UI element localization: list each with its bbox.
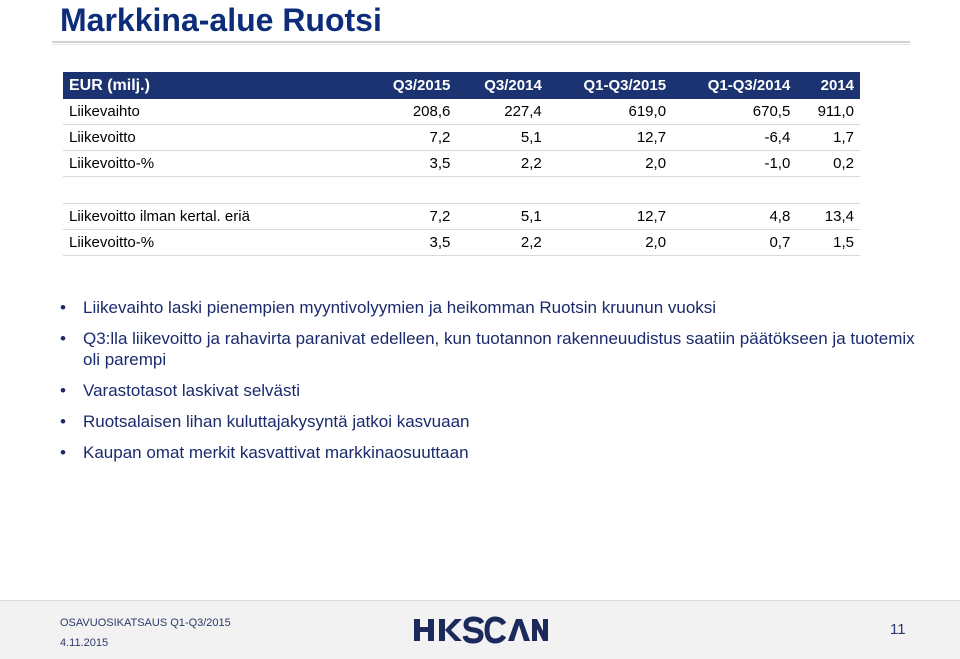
- cell: 619,0: [548, 99, 672, 125]
- bullet-item: [60, 297, 920, 318]
- cell: 12,7: [548, 204, 672, 230]
- header-cell: Q1-Q3/2015: [548, 72, 672, 99]
- hkscan-logo: [414, 616, 548, 649]
- bullet-text: Q3:lla liikevoitto ja rahavirta paranivat edelleen, kun tuotannon rakenneuudistus saatiin päätökseen ja tuotemix oli parempi: [83, 329, 915, 369]
- header-cell: EUR (milj.): [63, 72, 365, 99]
- header-cell: Q1-Q3/2014: [672, 72, 796, 99]
- cell: 911,0: [796, 99, 860, 125]
- cell: 3,5: [365, 151, 456, 177]
- cell: 4,8: [672, 204, 796, 230]
- cell: 670,5: [672, 99, 796, 125]
- cell: 13,4: [796, 204, 860, 230]
- cell: [796, 177, 860, 204]
- table-header-row: [63, 72, 860, 99]
- hkscan-logo-mark: [414, 616, 548, 644]
- cell: 227,4: [456, 99, 547, 125]
- page-number: 11: [890, 621, 906, 638]
- cell: 1,5: [796, 230, 860, 256]
- table-row: [63, 230, 860, 256]
- cell: 2,0: [548, 151, 672, 177]
- row-label: [63, 177, 365, 204]
- cell: [365, 177, 456, 204]
- cell: 2,2: [456, 151, 547, 177]
- bullet-text: Kaupan omat merkit kasvattivat markkinaosuuttaan: [83, 443, 469, 462]
- header-cell: Q3/2014: [456, 72, 547, 99]
- cell: 12,7: [548, 125, 672, 151]
- bullet-dot-icon: •: [60, 329, 66, 348]
- bullet-item: [60, 380, 920, 401]
- row-label: Liikevoitto ilman kertal. eriä: [63, 204, 365, 230]
- cell: [672, 177, 796, 204]
- table-row: [63, 125, 860, 151]
- footer-divider: [0, 600, 960, 601]
- footer-report-name: OSAVUOSIKATSAUS Q1-Q3/2015: [60, 617, 231, 629]
- header-cell: 2014: [796, 72, 860, 99]
- header-cell: Q3/2015: [365, 72, 456, 99]
- cell: [548, 177, 672, 204]
- cell: 7,2: [365, 125, 456, 151]
- cell: 5,1: [456, 125, 547, 151]
- row-label: Liikevaihto: [63, 99, 365, 125]
- slide-title: Markkina-alue Ruotsi: [60, 2, 382, 38]
- cell: 208,6: [365, 99, 456, 125]
- cell: 0,2: [796, 151, 860, 177]
- bullet-item: [60, 411, 920, 432]
- cell: 0,7: [672, 230, 796, 256]
- footer-date: 4.11.2015: [60, 637, 109, 649]
- row-label: Liikevoitto: [63, 125, 365, 151]
- bullet-text: Liikevaihto laski pienempien myyntivolyymien ja heikomman Ruotsin kruunun vuoksi: [83, 298, 717, 317]
- bullet-list: [60, 297, 920, 473]
- title-divider-shadow: [52, 44, 910, 45]
- title-divider: [52, 41, 910, 43]
- financials-table: [63, 72, 860, 256]
- row-label: Liikevoitto-%: [63, 151, 365, 177]
- bullet-item: [60, 442, 920, 463]
- row-label: Liikevoitto-%: [63, 230, 365, 256]
- logo-text: HKSCAN: [414, 616, 419, 617]
- table-spacer-row: [63, 177, 860, 204]
- cell: -6,4: [672, 125, 796, 151]
- cell: -1,0: [672, 151, 796, 177]
- bullet-dot-icon: •: [60, 298, 66, 317]
- bullet-item: [60, 328, 920, 370]
- cell: 2,2: [456, 230, 547, 256]
- bullet-text: Ruotsalaisen lihan kuluttajakysyntä jatkoi kasvuaan: [83, 412, 470, 431]
- bullet-dot-icon: •: [60, 412, 66, 431]
- cell: 5,1: [456, 204, 547, 230]
- cell: 1,7: [796, 125, 860, 151]
- cell: 3,5: [365, 230, 456, 256]
- bullet-dot-icon: •: [60, 381, 66, 400]
- table-row: [63, 151, 860, 177]
- cell: [456, 177, 547, 204]
- table-row: [63, 99, 860, 125]
- table-row: [63, 204, 860, 230]
- cell: 7,2: [365, 204, 456, 230]
- bullet-text: Varastotasot laskivat selvästi: [83, 381, 300, 400]
- bullet-dot-icon: •: [60, 443, 66, 462]
- cell: 2,0: [548, 230, 672, 256]
